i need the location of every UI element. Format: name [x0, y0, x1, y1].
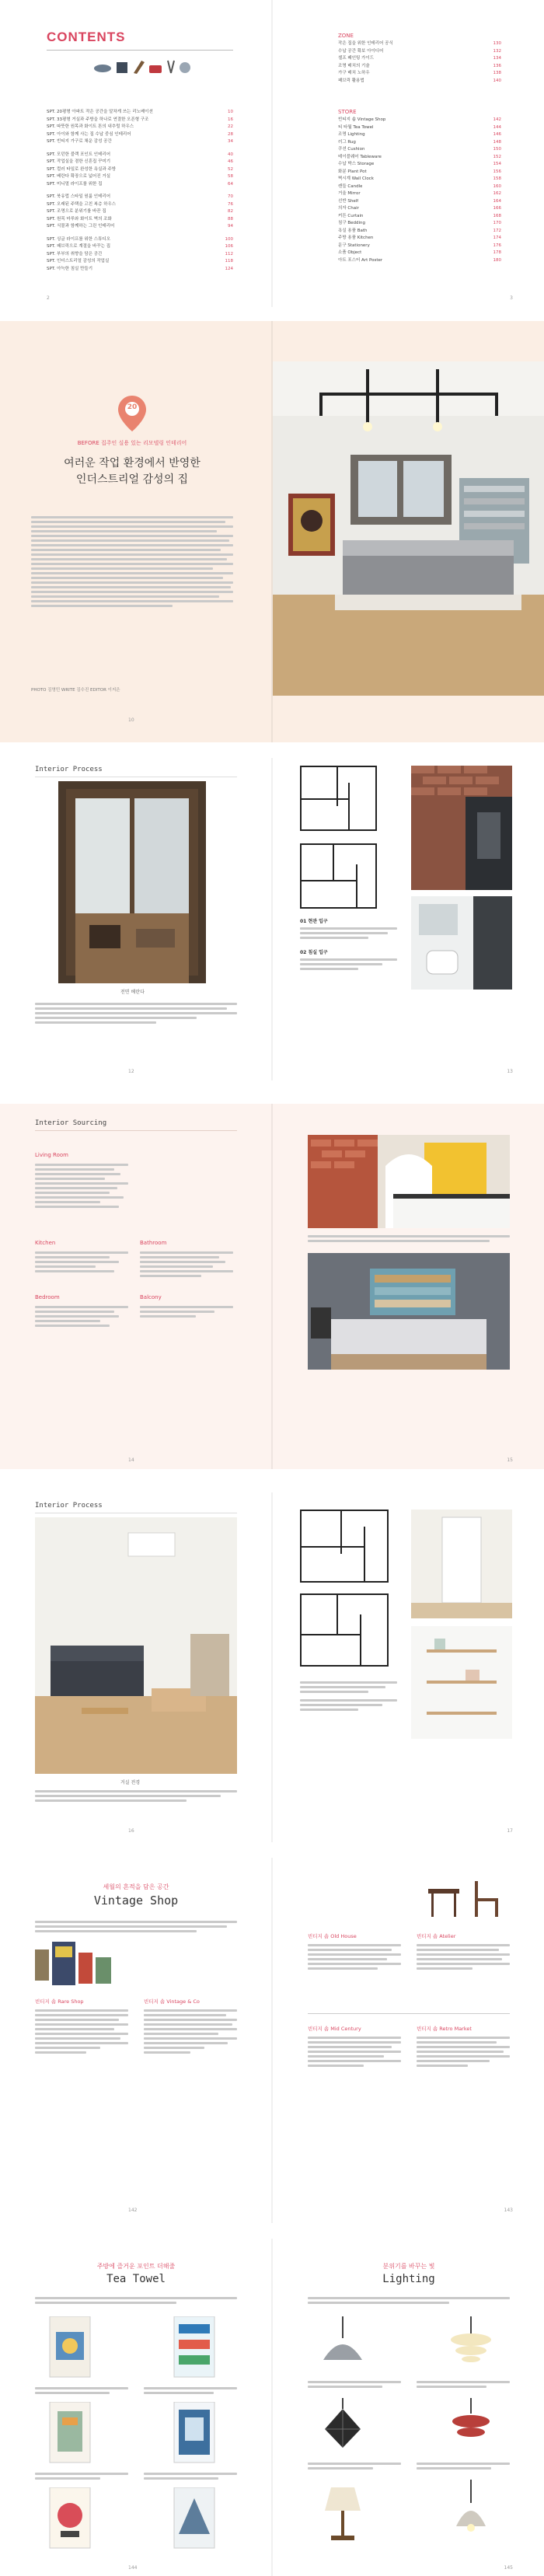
toc-entry-label: 소품 Object — [338, 250, 362, 255]
toc-entry-page: 170 — [493, 221, 501, 225]
process2-right-page — [273, 1492, 544, 1842]
page-number: 3 — [510, 295, 513, 301]
toc-entry-page: 154 — [493, 162, 501, 166]
toc-entry[interactable] — [338, 213, 501, 221]
toc-entry[interactable] — [338, 117, 501, 124]
toc-entry-label: SPT. 북유럽 스타일 원룸 인테리어 — [47, 194, 111, 199]
toc-section-zone: ZONE — [338, 33, 354, 39]
lighting-intro — [308, 2295, 510, 2306]
page-number: 15 — [507, 1457, 513, 1463]
toc-entry-page: 34 — [228, 139, 233, 144]
toc-entry-page: 16 — [228, 117, 233, 122]
teatowel-page — [0, 2239, 271, 2576]
contents-left-page — [0, 0, 271, 307]
towel-item-5 — [47, 2487, 93, 2550]
toc-entry-page: 22 — [228, 124, 233, 129]
bedroom-illustration — [273, 361, 544, 696]
towel-desc-2 — [144, 2385, 237, 2396]
toc-entry-page: 142 — [493, 117, 501, 122]
toc-entry-label: SPT. 식물과 함께하는 그린 인테리어 — [47, 224, 115, 229]
toc-entry[interactable] — [47, 131, 233, 139]
toc-entry-label: 벽시계 Wall Clock — [338, 176, 374, 181]
lighting-title: Lighting — [382, 2273, 435, 2285]
toc-entry[interactable] — [338, 257, 501, 265]
lamp-item-6 — [444, 2480, 498, 2542]
toc-entry[interactable] — [338, 139, 501, 147]
gutter — [271, 321, 273, 742]
page-number: 2 — [47, 295, 50, 301]
contents-right-page — [273, 0, 544, 307]
spread-gap — [0, 307, 544, 321]
balcony-list — [140, 1304, 233, 1320]
vintage-right-page — [273, 1858, 544, 2223]
toc-entry[interactable] — [338, 176, 501, 183]
feature-byline: PHOTO 김영민 WRITE 김수진 EDITOR 이지은 — [31, 688, 120, 693]
toc-entry-label: 화분 Plant Pot — [338, 169, 367, 174]
toc-entry-label: SPT. 아이와 함께 사는 집 수납 중심 인테리어 — [47, 131, 131, 137]
toc-entry[interactable] — [47, 152, 233, 159]
toc-entry[interactable] — [338, 250, 501, 257]
sourcing-left-page — [0, 1104, 271, 1469]
spread-gap — [0, 1469, 544, 1492]
towel-desc-1 — [35, 2385, 128, 2396]
feature-headline-1: 여러운 작업 환경에서 반영한 — [64, 457, 201, 469]
floor-plan-2a — [300, 1510, 389, 1583]
lamp-item-5 — [316, 2480, 370, 2542]
toc-entry-page: 118 — [225, 259, 233, 264]
toc-entry-label: 선반 Shelf — [338, 198, 359, 204]
toc-entry[interactable] — [47, 258, 233, 266]
hallway-photo — [411, 1510, 512, 1618]
toc-entry-label: 수납 박스 Storage — [338, 162, 375, 166]
toc-entry-page: 106 — [225, 244, 233, 249]
toc-entry[interactable] — [47, 236, 233, 244]
vintage-spread — [0, 1858, 544, 2223]
toc-entry-page: 164 — [493, 198, 501, 204]
towel-desc-4 — [144, 2470, 237, 2482]
toc-entry-label: 가구 배치 노하우 — [338, 71, 370, 75]
gutter — [271, 2239, 273, 2576]
process-right-page — [273, 758, 544, 1080]
towel-item-6 — [171, 2487, 218, 2550]
title-rule — [35, 1130, 237, 1131]
bathroom-list — [140, 1249, 233, 1279]
toc-entry[interactable] — [47, 201, 233, 209]
toc-entry-page: 168 — [493, 213, 501, 218]
toc-entry-page: 172 — [493, 228, 501, 233]
toc-entry[interactable] — [338, 146, 501, 154]
toc-entry-label: SPT. 20평형 아파트 작은 공간을 알차게 쓰는 리노베이션 — [47, 110, 153, 114]
towel-item-1 — [47, 2316, 93, 2379]
toc-entry[interactable] — [47, 173, 233, 181]
toc-entry-page: 10 — [228, 110, 233, 114]
toc-entry[interactable] — [47, 109, 233, 117]
toc-entry[interactable] — [338, 198, 501, 206]
toc-entry[interactable] — [338, 183, 501, 191]
toc-entry-label: SPT. 싱글 라이프를 위한 스튜디오 — [47, 236, 111, 242]
toc-entry-label: SPT. 작업실을 겸한 신혼집 꾸미기 — [47, 159, 111, 164]
toc-entry-page: 152 — [493, 154, 501, 159]
toc-entry-page: 174 — [493, 236, 501, 240]
toc-entry[interactable] — [47, 216, 233, 224]
floor-plan-before — [300, 766, 377, 831]
feature-tag: BEFORE 집주인 실용 있는 리모델링 인테리어 — [77, 440, 187, 446]
toc-entry[interactable] — [338, 190, 501, 198]
toc-entry-page: 180 — [493, 257, 501, 263]
toc-entry-page: 148 — [493, 139, 501, 145]
balcony-heading: Balcony — [140, 1294, 162, 1300]
toc-entry-label: SPT. 조명으로 분위기를 바꾼 집 — [47, 209, 106, 214]
teatowel-kicker: 주방에 즐거운 포인트 더해줄 — [96, 2263, 176, 2270]
note-01: 01 현관 입구 — [300, 919, 328, 924]
toc-entry-page: 58 — [228, 174, 233, 179]
bathroom-heading: Bathroom — [140, 1240, 167, 1246]
toc-entry[interactable] — [338, 55, 501, 63]
bedroom-photo-2 — [308, 1253, 510, 1370]
toc-entry[interactable] — [338, 235, 501, 243]
toc-entry[interactable] — [338, 154, 501, 162]
gutter — [271, 1104, 273, 1469]
toc-entry-page: 178 — [493, 250, 501, 255]
section-title: Interior Sourcing — [35, 1119, 107, 1127]
toc-entry-page: 176 — [493, 243, 501, 248]
toc-entry[interactable] — [47, 117, 233, 124]
living-room-list — [35, 1161, 128, 1210]
kitchen-heading: Kitchen — [35, 1240, 56, 1246]
toc-entry[interactable] — [47, 223, 233, 231]
toc-entry-label: 거울 Mirror — [338, 191, 361, 196]
toc-entry-label: 조명 배치의 기술 — [338, 63, 370, 68]
floor-plan-2b — [300, 1593, 389, 1667]
spread-gap — [0, 2223, 544, 2239]
bedroom-list — [35, 1304, 128, 1329]
toc-entry[interactable] — [338, 124, 501, 132]
process-spread — [0, 758, 544, 1080]
lamp-desc-3 — [308, 2460, 401, 2472]
toc-entry-label: 수납 공간 확보 아이디어 — [338, 48, 384, 54]
toc-entry-page: 76 — [228, 201, 233, 207]
vintage-chairs-photo — [428, 1881, 514, 1920]
process2-body-text — [35, 1788, 237, 1804]
shelf-photo — [411, 1626, 512, 1739]
page-number: 13 — [507, 1069, 513, 1074]
page-number: 17 — [507, 1828, 513, 1834]
gutter — [271, 758, 273, 1080]
store-spread — [0, 2239, 544, 2576]
shop-1-heading: 빈티지 숍 Rare Shop — [35, 1998, 84, 2005]
toc-entry-label: SPT. 패브릭으로 계절을 바꾸는 집 — [47, 244, 111, 249]
towel-item-4 — [171, 2402, 218, 2464]
toc-entry[interactable] — [338, 243, 501, 250]
toc-entry[interactable] — [47, 243, 233, 251]
toc-entry-page: 162 — [493, 191, 501, 196]
toc-entry-label: 테이블웨어 Tableware — [338, 154, 382, 159]
kitchen-caption — [308, 1233, 510, 1244]
toc-entry-label: 작은 집을 위한 인테리어 공식 — [338, 41, 393, 46]
photo-caption-1: 전면 베란다 — [120, 990, 145, 995]
toc-entry-page: 140 — [493, 78, 501, 83]
balcony-photo — [58, 781, 206, 983]
process2-left-page — [0, 1492, 271, 1842]
toc-entry[interactable] — [47, 181, 233, 189]
toc-entry-page: 146 — [493, 132, 501, 137]
teatowel-title: Tea Towel — [106, 2273, 166, 2285]
toc-entry[interactable] — [47, 138, 233, 146]
toc-entry-label: 러그 Rug — [338, 139, 356, 145]
lamp-desc-1 — [308, 2379, 401, 2390]
page-number: 16 — [128, 1828, 134, 1834]
toc-entry[interactable] — [338, 220, 501, 228]
toc-entry[interactable] — [338, 48, 501, 56]
toc-entry-label: 주방 용품 Kitchen — [338, 236, 374, 240]
sourcing-right-page — [273, 1104, 544, 1469]
toc-entry-label: SPT. 아늑한 침실 만들기 — [47, 266, 93, 271]
vintage-intro — [35, 1918, 237, 1935]
toc-entry[interactable] — [338, 169, 501, 176]
toc-right-list-1 — [338, 40, 501, 85]
toc-entry-label: 티 타월 Tea Towel — [338, 124, 374, 130]
toc-entry-label: 문구 Stationery — [338, 243, 370, 248]
title-rule — [47, 50, 233, 51]
shop-6-text — [417, 2034, 510, 2069]
bedroom-heading: Bedroom — [35, 1294, 60, 1300]
contents-spread — [0, 0, 544, 307]
toc-entry[interactable] — [338, 63, 501, 71]
toc-entry-page: 156 — [493, 169, 501, 174]
sourcing-spread — [0, 1104, 544, 1469]
shop-2-heading: 빈티지 숍 Vintage & Co — [144, 1998, 200, 2005]
process2-spread — [0, 1492, 544, 1842]
shop-4-text — [417, 1942, 510, 1972]
lamp-desc-2 — [417, 2379, 510, 2390]
gutter — [271, 1858, 273, 2223]
lamp-item-2 — [444, 2316, 498, 2371]
toc-entry-page: 130 — [493, 41, 501, 46]
page-number: 10 — [128, 717, 134, 723]
toc-right-list-2 — [338, 117, 501, 264]
toc-entry-label: 패브릭 활용법 — [338, 78, 364, 83]
toc-entry-label: 침구 Bedding — [338, 221, 366, 225]
shop-3-heading: 빈티지 숍 Old House — [308, 1933, 357, 1939]
toc-entry-page: 134 — [493, 56, 501, 61]
toc-entry-page: 136 — [493, 63, 501, 68]
kitchen-photo — [308, 1135, 510, 1228]
floor-plan-after — [300, 843, 377, 909]
shop-5-text — [308, 2034, 401, 2069]
living-room-photo — [35, 1517, 237, 1774]
toc-entry[interactable] — [47, 124, 233, 131]
shop-5-heading: 빈티지 숍 Mid Century — [308, 2026, 361, 2032]
page-number: 142 — [128, 2208, 138, 2213]
lighting-page — [273, 2239, 544, 2576]
shop-2-text — [144, 2007, 237, 2056]
toc-entry-label: SPT. 부부의 취향을 담은 공간 — [47, 251, 103, 257]
note-02-text — [300, 956, 397, 972]
toc-entry-page: 100 — [225, 236, 233, 242]
photo-caption: 거실 전경 — [120, 1780, 141, 1785]
pin-badge-number: 20 — [127, 403, 138, 411]
divider-cross — [308, 2013, 510, 2014]
page-number: 143 — [504, 2208, 513, 2213]
brick-wall-photo — [411, 766, 512, 890]
lamp-item-1 — [316, 2316, 370, 2371]
toc-entry-label: 의자 Chair — [338, 206, 359, 211]
page-number: 12 — [128, 1069, 134, 1074]
process-left-page — [0, 758, 271, 1080]
toc-entry-label: SPT. 따뜻한 원목과 화이트 톤의 내추럴 하우스 — [47, 124, 134, 129]
spread-gap — [0, 742, 544, 758]
toc-entry[interactable] — [338, 78, 501, 86]
section-title: Interior Process — [35, 766, 103, 773]
toc-entry-label: 빈티지 숍 Vintage Shop — [338, 117, 386, 122]
toc-entry-page: 150 — [493, 147, 501, 152]
toc-entry-label: 조명 Lighting — [338, 132, 365, 137]
shop-1-text — [35, 2007, 128, 2056]
toc-entry[interactable] — [338, 205, 501, 213]
toc-entry-page: 40 — [228, 152, 233, 157]
spread-gap — [0, 1080, 544, 1104]
toc-entry-label: 욕실 용품 Bath — [338, 228, 368, 233]
toc-entry[interactable] — [47, 166, 233, 174]
toc-entry-label: SPT. 모던한 블랙 포인트 인테리어 — [47, 152, 111, 157]
towel-item-2 — [171, 2316, 218, 2379]
toc-entry-label: SPT. 인더스트리얼 감성의 작업실 — [47, 259, 110, 264]
toc-entry-page: 144 — [493, 124, 501, 130]
toc-entry[interactable] — [47, 159, 233, 166]
living-room-heading: Living Room — [35, 1152, 68, 1158]
kitchen-list — [35, 1249, 128, 1275]
process-body-text — [35, 1000, 237, 1026]
toc-entry[interactable] — [47, 194, 233, 201]
section-title: Interior Process — [35, 1502, 103, 1510]
toc-entry-label: SPT. 33평형 거실과 주방을 하나로 연결한 오픈형 구조 — [47, 117, 149, 122]
toc-left-list — [47, 109, 233, 273]
toc-entry-label: 커튼 Curtain — [338, 213, 364, 218]
shop-3-text — [308, 1942, 401, 1972]
feature-left-page — [0, 321, 271, 742]
page-number: 145 — [504, 2565, 513, 2571]
toc-entry-page: 94 — [228, 224, 233, 229]
toc-entry-page: 160 — [493, 183, 501, 189]
toc-entry[interactable] — [338, 228, 501, 236]
toc-entry-page: 124 — [225, 266, 233, 271]
feature-spread — [0, 321, 544, 742]
toc-entry-label: 아트 포스터 Art Poster — [338, 257, 383, 263]
vintage-kicker: 세월의 흔적을 담은 공간 — [103, 1883, 169, 1890]
vintage-left-page — [0, 1858, 271, 2223]
toc-entry-label: SPT. 미니멀 라이프를 위한 집 — [47, 181, 103, 187]
toc-entry-label: 셀프 페인팅 가이드 — [338, 56, 375, 61]
toc-entry-label: SPT. 베란다 확장으로 넓어진 거실 — [47, 174, 111, 179]
bedroom-photo — [273, 361, 544, 696]
feature-body-text — [31, 514, 233, 609]
toc-entry-label: SPT. 오래된 주택을 고친 복층 하우스 — [47, 201, 117, 207]
lighting-kicker: 분위기를 바꾸는 빛 — [382, 2263, 435, 2270]
toc-entry[interactable] — [338, 131, 501, 139]
page-number: 14 — [128, 1457, 134, 1463]
toc-entry-label: SPT. 컬러 타일로 완성한 욕실과 주방 — [47, 166, 117, 172]
toolbox-icons — [93, 56, 194, 76]
toc-entry[interactable] — [47, 266, 233, 274]
toc-entry-page: 70 — [228, 194, 233, 199]
bathroom-photo — [411, 896, 512, 990]
toc-entry[interactable] — [338, 40, 501, 48]
toc-entry-page: 132 — [493, 48, 501, 54]
toc-entry[interactable] — [338, 161, 501, 169]
towel-desc-3 — [35, 2470, 128, 2482]
toc-section-store: STORE — [338, 109, 357, 115]
toc-entry[interactable] — [338, 70, 501, 78]
toc-entry-page: 82 — [228, 209, 233, 214]
shop-6-heading: 빈티지 숍 Retro Market — [417, 2026, 472, 2032]
contents-title: CONTENTS — [47, 30, 126, 44]
teatowel-intro — [35, 2295, 237, 2306]
gutter — [271, 1492, 273, 1842]
toc-entry-page: 112 — [225, 251, 233, 257]
gutter — [271, 0, 273, 307]
toc-entry-label: 쿠션 Cushion — [338, 147, 365, 152]
toc-entry-label: SPT. 원목 마루와 화이트 벽의 조화 — [47, 216, 112, 222]
toc-entry-page: 46 — [228, 159, 233, 164]
toc-entry-page: 64 — [228, 181, 233, 187]
toc-entry[interactable] — [47, 251, 233, 259]
decor-icons — [93, 56, 194, 76]
toc-entry-page: 52 — [228, 166, 233, 172]
note-01-text — [300, 925, 397, 941]
shop-4-heading: 빈티지 숍 Atelier — [417, 1933, 456, 1939]
toc-entry-page: 138 — [493, 71, 501, 75]
process2-notes — [300, 1679, 397, 1713]
note-02: 02 침실 입구 — [300, 950, 328, 955]
toc-entry-page: 88 — [228, 216, 233, 222]
toc-entry-page: 166 — [493, 206, 501, 211]
toc-entry-label: 캔들 Candle — [338, 183, 363, 189]
towel-item-3 — [47, 2402, 93, 2464]
toc-entry-label: SPT. 빈티지 가구로 채운 감성 공간 — [47, 139, 112, 144]
vintage-title: Vintage Shop — [93, 1894, 179, 1908]
toc-entry-page: 158 — [493, 176, 501, 181]
toc-entry-page: 28 — [228, 131, 233, 137]
toc-entry[interactable] — [47, 208, 233, 216]
lamp-item-3 — [316, 2398, 370, 2452]
lamp-item-4 — [444, 2398, 498, 2452]
location-pin-icon — [118, 396, 146, 431]
vintage-items-photo — [35, 1942, 113, 1987]
feature-headline-2: 인더스트리얼 감성의 집 — [75, 473, 189, 486]
spread-gap — [0, 1842, 544, 1858]
page-number: 144 — [128, 2565, 138, 2571]
lamp-desc-4 — [417, 2460, 510, 2472]
